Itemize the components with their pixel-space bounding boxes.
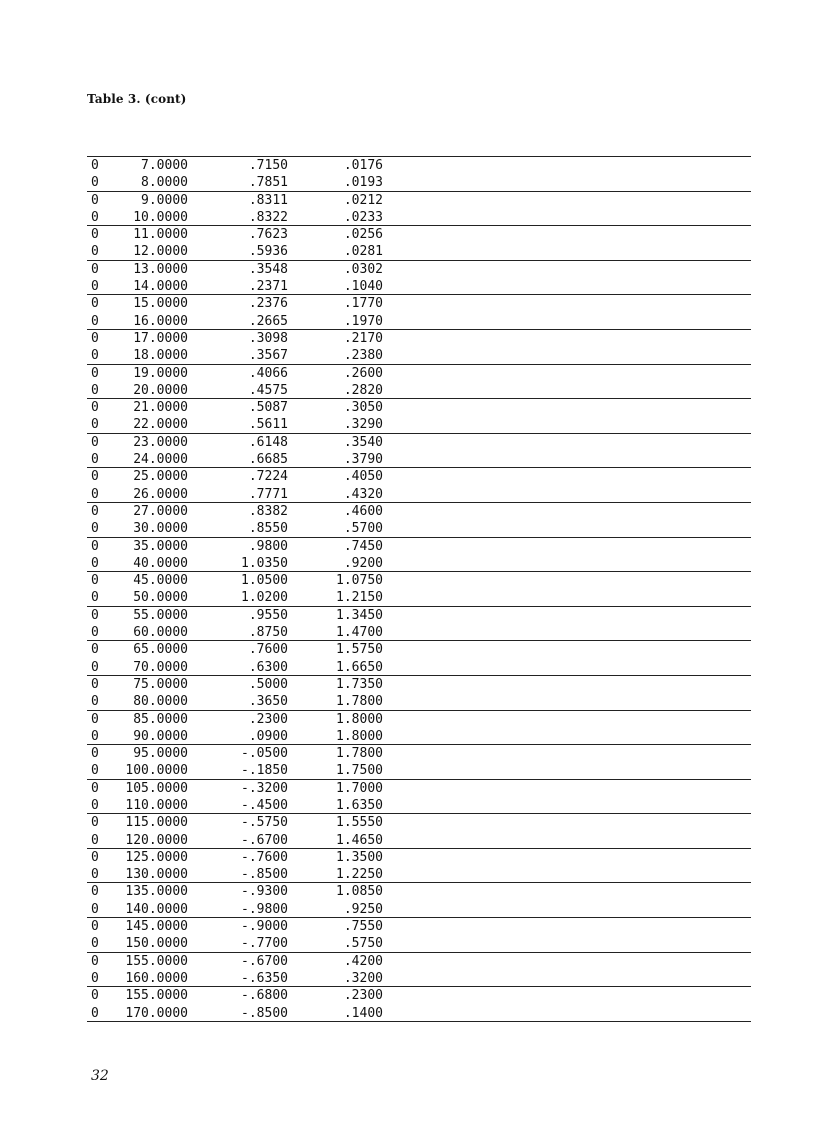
table-cell-col3: -.8500: [241, 867, 288, 883]
table-cell-col4: .3050: [343, 400, 383, 416]
table-cell-col4: 1.5750: [336, 642, 383, 658]
table-cell-col2: 18.0000: [133, 348, 188, 364]
table-cell-col3: .2371: [248, 279, 288, 295]
table-cell-col3: -.6700: [241, 953, 288, 969]
table-cell-col2: 16.0000: [133, 313, 188, 329]
table-cell-col4: .9250: [343, 901, 383, 917]
table-cell-col1: 0: [91, 209, 99, 225]
table-row: [87, 278, 751, 295]
table-cell-col4: .7550: [343, 919, 383, 935]
table-cell-col1: 0: [91, 417, 99, 433]
table-cell-col1: 0: [91, 849, 99, 865]
table-cell-col2: 60.0000: [133, 625, 188, 641]
table-row: [87, 953, 751, 970]
table-row: [87, 416, 751, 433]
table-cell-col2: 7.0000: [141, 158, 188, 173]
table-cell-col4: 1.0750: [336, 573, 383, 589]
table-cell-col1: 0: [91, 780, 99, 796]
table-row: [87, 849, 751, 866]
table-row: [87, 243, 751, 260]
table-cell-col3: -.3200: [241, 780, 288, 796]
table-cell-col3: .6685: [248, 452, 288, 468]
table-row: [87, 313, 751, 330]
table-row: [87, 399, 751, 416]
table-cell-col2: 24.0000: [133, 452, 188, 468]
table-row: [87, 451, 751, 468]
table-cell-col1: 0: [91, 1005, 99, 1021]
table-cell-col3: .4575: [248, 382, 288, 398]
table-cell-col2: 120.0000: [125, 832, 188, 848]
table-cell-col3: .5936: [248, 244, 288, 260]
table-cell-col3: .7623: [248, 227, 288, 243]
table-cell-col1: 0: [91, 573, 99, 589]
table-cell-col2: 135.0000: [125, 884, 188, 900]
table-row: [87, 192, 751, 209]
table-cell-col1: 0: [91, 158, 99, 173]
table-cell-col2: 55.0000: [133, 607, 188, 623]
table-cell-col4: .1040: [343, 279, 383, 295]
table-cell-col1: 0: [91, 953, 99, 969]
table-row: [87, 866, 751, 883]
table-cell-col3: -.9300: [241, 884, 288, 900]
table-row: [87, 347, 751, 364]
table-cell-col3: 1.0500: [241, 573, 288, 589]
table-cell-col3: .2376: [248, 296, 288, 312]
table-cell-col1: 0: [91, 676, 99, 692]
table-cell-col2: 80.0000: [133, 694, 188, 710]
table-cell-col4: .0176: [343, 158, 383, 173]
table-cell-col4: 1.7800: [336, 694, 383, 710]
table-cell-col1: 0: [91, 521, 99, 537]
table-cell-col3: -.6700: [241, 832, 288, 848]
table-cell-col4: 1.4650: [336, 832, 383, 848]
table-cell-col1: 0: [91, 797, 99, 813]
table-cell-col2: 9.0000: [141, 192, 188, 208]
table-row: [87, 745, 751, 762]
table-cell-col4: 1.0850: [336, 884, 383, 900]
table-row: [87, 503, 751, 520]
table-cell-col2: 15.0000: [133, 296, 188, 312]
table-cell-col4: 1.2250: [336, 867, 383, 883]
table-cell-col4: .1770: [343, 296, 383, 312]
table-cell-col3: -.1850: [241, 763, 288, 779]
table-cell-col4: .4050: [343, 469, 383, 485]
table-cell-col3: .3567: [248, 348, 288, 364]
table-cell-col1: 0: [91, 348, 99, 364]
table-cell-col3: .7150: [248, 158, 288, 173]
table-cell-col4: .5750: [343, 936, 383, 952]
table-cell-col4: 1.8000: [336, 711, 383, 727]
table-row: [87, 330, 751, 347]
table-cell-col2: 155.0000: [125, 953, 188, 969]
table-cell-col1: 0: [91, 503, 99, 519]
table-row: [87, 365, 751, 382]
table-cell-col2: 23.0000: [133, 434, 188, 450]
table-cell-col1: 0: [91, 642, 99, 658]
table-cell-col1: 0: [91, 296, 99, 312]
table-cell-col2: 130.0000: [125, 867, 188, 883]
table-cell-col1: 0: [91, 919, 99, 935]
table-cell-col3: .8550: [248, 521, 288, 537]
table-cell-col3: .8311: [248, 192, 288, 208]
table-title: Table 3. (cont): [87, 92, 187, 106]
table-cell-col1: 0: [91, 279, 99, 295]
table-cell-col3: .7771: [248, 486, 288, 502]
table-row: [87, 157, 751, 174]
table-cell-col2: 8.0000: [141, 175, 188, 191]
table-cell-col3: .5611: [248, 417, 288, 433]
table-row: [87, 209, 751, 226]
table-cell-col3: .2665: [248, 313, 288, 329]
table-cell-col3: .7224: [248, 469, 288, 485]
table-row: [87, 538, 751, 555]
table-cell-col1: 0: [91, 469, 99, 485]
table-cell-col1: 0: [91, 763, 99, 779]
table-row: [87, 814, 751, 831]
table-rows: [87, 157, 751, 1022]
table-cell-col2: 100.0000: [125, 763, 188, 779]
table-cell-col3: .5087: [248, 400, 288, 416]
table-cell-col3: 1.0200: [241, 590, 288, 606]
table-cell-col2: 90.0000: [133, 728, 188, 744]
table-cell-col1: 0: [91, 590, 99, 606]
table-cell-col3: -.8500: [241, 1005, 288, 1021]
table-row: [87, 728, 751, 745]
table-cell-col2: 11.0000: [133, 227, 188, 243]
table-row: [87, 520, 751, 537]
table-row: [87, 555, 751, 572]
table-cell-col2: 50.0000: [133, 590, 188, 606]
table-cell-col3: .0900: [248, 728, 288, 744]
table-cell-col4: .4600: [343, 503, 383, 519]
table-row: [87, 832, 751, 849]
table-row: [87, 780, 751, 797]
table-cell-col2: 17.0000: [133, 330, 188, 346]
table-cell-col4: .2600: [343, 365, 383, 381]
table-cell-col3: .2300: [248, 711, 288, 727]
table-cell-col1: 0: [91, 659, 99, 675]
table-cell-col4: .2820: [343, 382, 383, 398]
table-cell-col2: 105.0000: [125, 780, 188, 796]
table-cell-col1: 0: [91, 832, 99, 848]
table-cell-col2: 26.0000: [133, 486, 188, 502]
table-cell-col1: 0: [91, 192, 99, 208]
table-cell-col4: 1.6650: [336, 659, 383, 675]
table-cell-col4: .2170: [343, 330, 383, 346]
table-cell-col1: 0: [91, 694, 99, 710]
table-cell-col1: 0: [91, 434, 99, 450]
table-row: [87, 295, 751, 312]
table-cell-col2: 12.0000: [133, 244, 188, 260]
table-cell-col1: 0: [91, 867, 99, 883]
table-row: [87, 641, 751, 658]
table-cell-col1: 0: [91, 227, 99, 243]
table-cell-col4: .0212: [343, 192, 383, 208]
table-cell-col2: 160.0000: [125, 970, 188, 986]
page-number: 32: [91, 1068, 109, 1084]
table-cell-col1: 0: [91, 746, 99, 762]
table-cell-col2: 13.0000: [133, 261, 188, 277]
table-cell-col1: 0: [91, 365, 99, 381]
table-cell-col2: 115.0000: [125, 815, 188, 831]
table-cell-col3: .5000: [248, 676, 288, 692]
table-cell-col4: 1.7000: [336, 780, 383, 796]
table-cell-col1: 0: [91, 382, 99, 398]
table-cell-col2: 155.0000: [125, 988, 188, 1004]
table-cell-col4: .0281: [343, 244, 383, 260]
table-row: [87, 901, 751, 918]
table-cell-col4: .2300: [343, 988, 383, 1004]
table-row: [87, 468, 751, 485]
table-cell-col4: 1.2150: [336, 590, 383, 606]
table-row: [87, 918, 751, 935]
table-cell-col2: 20.0000: [133, 382, 188, 398]
table-cell-col4: .3540: [343, 434, 383, 450]
table-cell-col1: 0: [91, 538, 99, 554]
table-cell-col2: 70.0000: [133, 659, 188, 675]
table-cell-col4: .4200: [343, 953, 383, 969]
table-row: [87, 762, 751, 779]
table-cell-col1: 0: [91, 607, 99, 623]
table-row: [87, 711, 751, 728]
table-cell-col4: .3200: [343, 970, 383, 986]
table-cell-col4: .0256: [343, 227, 383, 243]
table-cell-col2: 150.0000: [125, 936, 188, 952]
table-cell-col2: 85.0000: [133, 711, 188, 727]
table-cell-col3: .9800: [248, 538, 288, 554]
table-cell-col2: 45.0000: [133, 573, 188, 589]
table-cell-col3: .8750: [248, 625, 288, 641]
table-row: [87, 607, 751, 624]
table-cell-col4: .0233: [343, 209, 383, 225]
table-cell-col4: .9200: [343, 555, 383, 571]
table-cell-col1: 0: [91, 728, 99, 744]
table-cell-col2: 19.0000: [133, 365, 188, 381]
table-cell-col3: -.4500: [241, 797, 288, 813]
table-row: [87, 382, 751, 399]
table-cell-col4: 1.7800: [336, 746, 383, 762]
table-cell-col1: 0: [91, 884, 99, 900]
table-row: [87, 226, 751, 243]
table-cell-col2: 22.0000: [133, 417, 188, 433]
table-cell-col3: .7851: [248, 175, 288, 191]
table-cell-col1: 0: [91, 313, 99, 329]
table-cell-col4: .5700: [343, 521, 383, 537]
table-cell-col4: 1.7500: [336, 763, 383, 779]
table-cell-col2: 125.0000: [125, 849, 188, 865]
table-cell-col1: 0: [91, 261, 99, 277]
table-row: [87, 486, 751, 503]
table-cell-col2: 75.0000: [133, 676, 188, 692]
table-cell-col4: .1970: [343, 313, 383, 329]
table-row: [87, 970, 751, 987]
table-cell-col3: .3098: [248, 330, 288, 346]
table-cell-col3: -.5750: [241, 815, 288, 831]
table-cell-col3: .3650: [248, 694, 288, 710]
table-cell-col1: 0: [91, 970, 99, 986]
table-row: [87, 1005, 751, 1022]
table-cell-col4: .0193: [343, 175, 383, 191]
table-cell-col4: 1.3500: [336, 849, 383, 865]
table-cell-col4: 1.6350: [336, 797, 383, 813]
table-cell-col1: 0: [91, 452, 99, 468]
table-cell-col3: -.7700: [241, 936, 288, 952]
table-cell-col4: .1400: [343, 1005, 383, 1021]
table-row: [87, 624, 751, 641]
table-cell-col1: 0: [91, 625, 99, 641]
table-cell-col3: .8382: [248, 503, 288, 519]
table-cell-col2: 27.0000: [133, 503, 188, 519]
table-cell-col4: 1.7350: [336, 676, 383, 692]
table-cell-col4: .0302: [343, 261, 383, 277]
table-cell-col4: .2380: [343, 348, 383, 364]
table-cell-col1: 0: [91, 555, 99, 571]
table-cell-col2: 21.0000: [133, 400, 188, 416]
table-row: [87, 935, 751, 952]
table-cell-col1: 0: [91, 330, 99, 346]
table-cell-col1: 0: [91, 400, 99, 416]
table-cell-col4: 1.8000: [336, 728, 383, 744]
table-cell-col2: 145.0000: [125, 919, 188, 935]
table-cell-col1: 0: [91, 486, 99, 502]
table-cell-col3: .8322: [248, 209, 288, 225]
table-cell-col4: .4320: [343, 486, 383, 502]
table-cell-col3: .7600: [248, 642, 288, 658]
table-row: [87, 572, 751, 589]
table-cell-col3: -.6800: [241, 988, 288, 1004]
table-cell-col4: .3790: [343, 452, 383, 468]
table-cell-col3: -.9800: [241, 901, 288, 917]
table-cell-col3: .3548: [248, 261, 288, 277]
table-cell-col2: 14.0000: [133, 279, 188, 295]
table-cell-col2: 35.0000: [133, 538, 188, 554]
table-row: [87, 659, 751, 676]
table-cell-col3: -.9000: [241, 919, 288, 935]
table-cell-col2: 95.0000: [133, 746, 188, 762]
table-row: [87, 434, 751, 451]
table-cell-col2: 25.0000: [133, 469, 188, 485]
table-row: [87, 174, 751, 191]
table-cell-col3: .4066: [248, 365, 288, 381]
table-cell-col1: 0: [91, 175, 99, 191]
table-cell-col2: 140.0000: [125, 901, 188, 917]
table-cell-col4: .3290: [343, 417, 383, 433]
table-cell-col1: 0: [91, 711, 99, 727]
table-row: [87, 883, 751, 900]
table-row: [87, 589, 751, 606]
table-cell-col1: 0: [91, 901, 99, 917]
table-cell-col1: 0: [91, 244, 99, 260]
table-cell-col4: .7450: [343, 538, 383, 554]
table-cell-col2: 170.0000: [125, 1005, 188, 1021]
table-row: [87, 676, 751, 693]
table-cell-col1: 0: [91, 988, 99, 1004]
table-cell-col2: 40.0000: [133, 555, 188, 571]
table-cell-col4: 1.4700: [336, 625, 383, 641]
table-cell-col2: 65.0000: [133, 642, 188, 658]
table-cell-col2: 110.0000: [125, 797, 188, 813]
table-cell-col3: .6148: [248, 434, 288, 450]
table-cell-col2: 10.0000: [133, 209, 188, 225]
table-cell-col4: 1.5550: [336, 815, 383, 831]
table-row: [87, 797, 751, 814]
table-cell-col1: 0: [91, 815, 99, 831]
table-cell-col3: .9550: [248, 607, 288, 623]
table-cell-col3: 1.0350: [241, 555, 288, 571]
table-cell-col4: 1.3450: [336, 607, 383, 623]
table-cell-col3: -.6350: [241, 970, 288, 986]
table-row: [87, 261, 751, 278]
table-row: [87, 987, 751, 1004]
table-row: [87, 693, 751, 710]
table-cell-col3: -.0500: [241, 746, 288, 762]
table-cell-col1: 0: [91, 936, 99, 952]
table-cell-col3: -.7600: [241, 849, 288, 865]
table-cell-col2: 30.0000: [133, 521, 188, 537]
table-cell-col3: .6300: [248, 659, 288, 675]
